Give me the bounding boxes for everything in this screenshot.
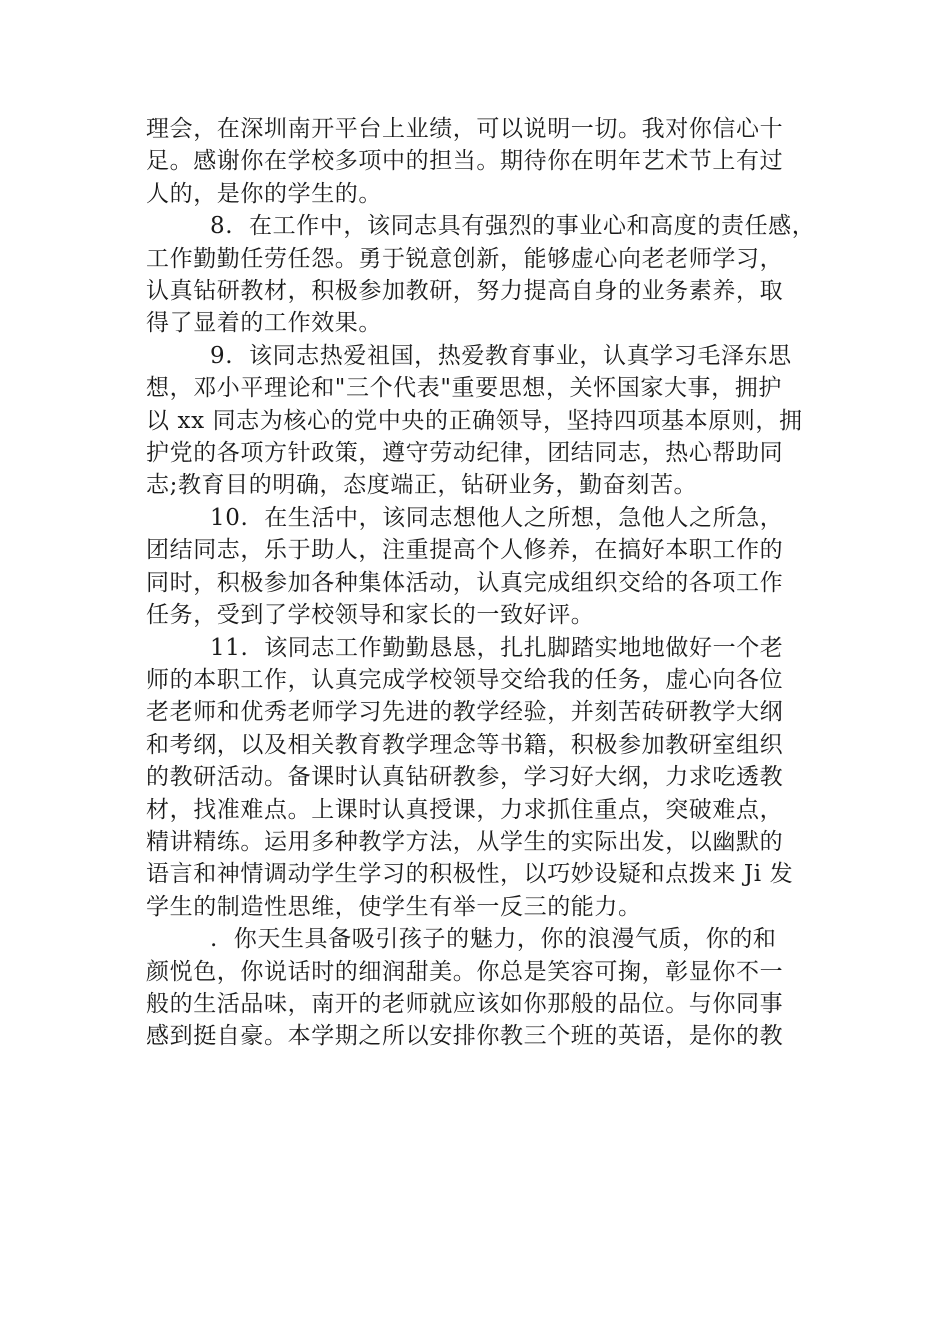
text-line: 的教研活动。备课时认真钻研教参，学习好大纲，力求吃透教	[146, 764, 784, 791]
text-line: 工作勤勤任劳任怨。勇于锐意创新，能够虚心向老老师学习，	[146, 245, 784, 272]
text-line: 志;教育目的明确，态度端正，钻研业务，勤奋刻苦。	[146, 472, 698, 499]
text-line: 足。感谢你在学校多项中的担当。期待你在明年艺术节上有过	[146, 148, 784, 175]
text-line: 任务，受到了学校领导和家长的一致好评。	[146, 602, 595, 629]
text-line: . 你天生具备吸引孩子的魅力，你的浪漫气质，你的和	[210, 926, 777, 953]
text-line: 学生的制造性思维，使学生有举一反三的能力。	[146, 893, 642, 920]
text-line: 理会，在深圳南开平台上业绩，可以说明一切。我对你信心十	[146, 116, 784, 142]
text-line: 11. 该同志工作勤勤恳恳，扎扎脚踏实地地做好一个老	[210, 634, 784, 661]
text-line: 想，邓小平理论和"三个代表"重要思想，关怀国家大事，拥护	[146, 375, 782, 402]
text-line: 团结同志，乐于助人，注重提高个人修养，在搞好本职工作的	[146, 537, 784, 564]
text-line: 般的生活品味，南开的老师就应该如你那般的品位。与你同事	[146, 990, 784, 1017]
text-line: 师的本职工作，认真完成学校领导交给我的任务，虚心向各位	[146, 666, 784, 693]
text-line: 10. 在生活中，该同志想他人之所想，急他人之所急，	[210, 504, 784, 531]
text-line: 9. 该同志热爱祖国，热爱教育事业，认真学习毛泽东思	[210, 342, 792, 369]
text-line: 老老师和优秀老师学习先进的教学经验，并刻苦砖研教学大纲	[146, 699, 784, 726]
text-line: 以 xx 同志为核心的党中央的正确领导，坚持四项基本原则，拥	[146, 407, 803, 434]
text-line: 和考纲，以及相关教育教学理念等书籍，积极参加教研室组织	[146, 731, 784, 758]
text-line: 得了显着的工作效果。	[146, 310, 382, 337]
text-line: 材，找准难点。上课时认真授课，力求抓住重点，突破难点，	[146, 796, 784, 823]
text-line: 精讲精练。运用多种教学方法，从学生的实际出发，以幽默的	[146, 828, 784, 855]
text-line: 语言和神情调动学生学习的积极性，以巧妙设疑和点拨来 Ji 发	[146, 861, 794, 888]
text-line: 人的，是你的学生的。	[146, 180, 382, 207]
document-body	[146, 113, 826, 1053]
text-line: 认真钻研教材，积极参加教研，努力提高自身的业务素养，取	[146, 278, 784, 305]
text-line: 护党的各项方针政策，遵守劳动纪律，团结同志，热心帮助同	[146, 440, 784, 467]
text-line: 感到挺自豪。本学期之所以安排你教三个班的英语，是你的教	[146, 1023, 784, 1050]
text-line: 8. 在工作中，该同志具有强烈的事业心和高度的责任感，	[210, 213, 816, 240]
text-line: 同时，积极参加各种集体活动，认真完成组织交给的各项工作	[146, 569, 784, 596]
text-line: 颜悦色，你说话时的细润甜美。你总是笑容可掬，彰显你不一	[146, 958, 784, 985]
